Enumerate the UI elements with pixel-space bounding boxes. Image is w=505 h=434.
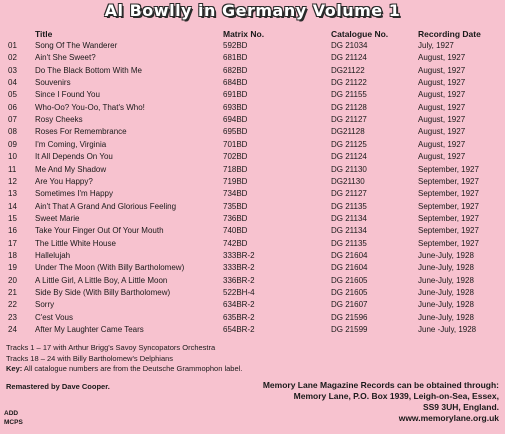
track-row [0, 103, 505, 115]
track-number: 24 [8, 325, 17, 335]
track-matrix: 592BD [223, 41, 248, 50]
track-title: Under The Moon (With Billy Bartholomew) [35, 263, 185, 273]
track-date: August, 1927 [418, 152, 466, 162]
track-date: September, 1927 [418, 176, 479, 186]
track-number: 20 [8, 275, 17, 285]
track-row [0, 276, 505, 288]
track-catalogue: DG 21124 [331, 152, 367, 162]
track-catalogue: DG 21596 [331, 312, 368, 322]
track-title: Sometimes I'm Happy [35, 189, 113, 199]
note-tracks-18-24: Tracks 18 – 24 with Billy Bartholomew's Delphians [6, 354, 174, 363]
track-row [0, 78, 505, 90]
track-row [0, 189, 505, 201]
track-number: 13 [8, 189, 17, 199]
track-matrix: 333BR-2 [223, 263, 255, 273]
track-date: June-July, 1928 [418, 275, 474, 285]
track-number: 17 [8, 238, 17, 248]
track-date: June-July, 1928 [418, 312, 474, 322]
track-number: 16 [8, 226, 17, 236]
track-date: September, 1927 [418, 226, 479, 236]
header-catalogue: Catalogue No. [331, 29, 389, 39]
track-title: Sweet Marie [35, 213, 80, 223]
track-matrix: 336BR-2 [223, 275, 255, 285]
track-title: I'm Coming, Virginia [35, 139, 107, 149]
track-row [0, 288, 505, 300]
track-catalogue: DG 21604 [331, 263, 368, 273]
track-date: August, 1927 [418, 102, 466, 112]
track-catalogue: DG 21605 [331, 288, 368, 297]
track-number: 08 [8, 127, 17, 137]
track-title: After My Laughter Came Tears [35, 325, 144, 335]
track-number: 22 [8, 300, 17, 310]
track-title: Are You Happy? [35, 176, 93, 186]
track-number: 15 [8, 213, 17, 223]
track-row [0, 325, 505, 337]
note-tracks-1-17: Tracks 1 – 17 with Arthur Brigg's Savoy Syncopators Orchestra [6, 343, 216, 352]
track-matrix: 333BR-2 [223, 250, 255, 260]
track-date: September, 1927 [418, 238, 479, 248]
track-row [0, 165, 505, 177]
track-date: August, 1927 [418, 78, 466, 88]
track-catalogue: DG 21128 [331, 102, 367, 112]
track-date: September, 1927 [418, 164, 479, 174]
track-matrix: 634BR-2 [223, 300, 255, 310]
track-matrix: 736BD [223, 213, 248, 223]
track-row [0, 239, 505, 251]
track-catalogue: DG 21125 [331, 139, 367, 149]
track-matrix: 635BR-2 [223, 312, 255, 322]
note-key [6, 364, 242, 373]
track-date: September, 1927 [418, 189, 479, 199]
track-matrix: 701BD [223, 139, 248, 149]
track-catalogue: DG 21134 [331, 226, 367, 236]
track-date: August, 1927 [418, 65, 466, 75]
track-row [0, 263, 505, 275]
track-row [0, 53, 505, 65]
add-label: ADD [4, 410, 19, 417]
track-row [0, 177, 505, 189]
track-date: June-July, 1928 [418, 263, 474, 273]
track-number: 23 [8, 312, 17, 322]
track-row [0, 90, 505, 102]
track-date: June-July, 1928 [418, 288, 474, 297]
track-catalogue: DG21128 [331, 127, 365, 137]
track-matrix: 681BD [223, 53, 248, 63]
track-number: 04 [8, 78, 17, 88]
track-catalogue: DG 21607 [331, 300, 368, 310]
track-date: September, 1927 [418, 213, 479, 223]
track-matrix: 735BD [223, 201, 248, 211]
header-matrix: Matrix No. [223, 29, 265, 39]
track-number: 21 [8, 288, 17, 297]
track-number: 14 [8, 201, 17, 211]
track-title: Rosy Cheeks [35, 115, 83, 125]
track-number: 12 [8, 176, 17, 186]
track-row [0, 202, 505, 214]
track-catalogue: DG 21127 [331, 189, 367, 199]
track-row [0, 66, 505, 78]
track-row [0, 313, 505, 325]
track-number: 01 [8, 41, 17, 50]
track-row [0, 41, 505, 53]
track-number: 11 [8, 164, 17, 174]
track-number: 02 [8, 53, 17, 63]
track-title: Roses For Remembrance [35, 127, 127, 137]
track-catalogue: DG21130 [331, 176, 365, 186]
track-catalogue: DG21122 [331, 65, 365, 75]
track-title: C'est Vous [35, 312, 73, 322]
track-title: Take Your Finger Out Of Your Mouth [35, 226, 164, 236]
contact-line-1: Memory Lane Magazine Records can be obtained through: [262, 380, 499, 390]
track-catalogue: DG 21134 [331, 213, 367, 223]
track-title: A Little Girl, A Little Boy, A Little Moon [35, 275, 168, 285]
track-number: 06 [8, 102, 17, 112]
key-text: All catalogue numbers are from the Deutsche Grammophon label. [22, 364, 243, 373]
contact-line-3: SS9 3UH, England. [422, 402, 499, 412]
track-title: Side By Side (With Billy Bartholomew) [35, 288, 171, 297]
track-date: August, 1927 [418, 53, 466, 63]
track-date: June -July, 1928 [418, 325, 477, 335]
track-matrix: 740BD [223, 226, 248, 236]
track-matrix: 734BD [223, 189, 248, 199]
track-number: 05 [8, 90, 17, 100]
track-title: Ain't That A Grand And Glorious Feeling [35, 201, 177, 211]
track-title: Ain't She Sweet? [35, 53, 96, 63]
track-title: Who-Oo? You-Oo, That's Who! [35, 102, 145, 112]
add-mcps-mark [4, 409, 23, 427]
track-catalogue: DG 21122 [331, 78, 367, 88]
remastered-credit: Remastered by Dave Cooper. [6, 382, 110, 391]
track-matrix: 654BR-2 [223, 325, 255, 335]
track-catalogue: DG 21135 [331, 238, 367, 248]
track-date: September, 1927 [418, 201, 479, 211]
track-matrix: 693BD [223, 102, 248, 112]
track-number: 10 [8, 152, 17, 162]
track-row [0, 127, 505, 139]
track-date: August, 1927 [418, 127, 466, 137]
track-row [0, 226, 505, 238]
track-title: It All Depends On You [35, 152, 113, 162]
track-title: Since I Found You [35, 90, 100, 100]
track-title: Hallelujah [35, 250, 71, 260]
track-row [0, 214, 505, 226]
track-catalogue: DG 21605 [331, 275, 368, 285]
track-title: Me And My Shadow [35, 164, 107, 174]
track-catalogue: DG 21130 [331, 164, 367, 174]
track-title: Souvenirs [35, 78, 71, 88]
track-date: June-July, 1928 [418, 300, 474, 310]
track-row [0, 251, 505, 263]
header-date: Recording Date [418, 29, 481, 39]
track-row [0, 152, 505, 164]
track-matrix: 695BD [223, 127, 248, 137]
track-catalogue: DG 21599 [331, 325, 368, 335]
track-date: August, 1927 [418, 115, 466, 125]
contact-info [219, 380, 499, 424]
track-catalogue: DG 21135 [331, 201, 367, 211]
album-title: Al Bowlly in Germany Volume 1 [104, 1, 401, 20]
track-matrix: 682BD [223, 65, 248, 75]
track-matrix: 691BD [223, 90, 248, 100]
track-number: 07 [8, 115, 17, 125]
track-matrix: 719BD [223, 176, 248, 186]
contact-website[interactable]: www.memorylane.org.uk [398, 413, 499, 423]
track-matrix: 684BD [223, 78, 248, 88]
track-number: 09 [8, 139, 17, 149]
track-catalogue: DG 21124 [331, 53, 367, 63]
track-catalogue: DG 21155 [331, 90, 367, 100]
track-date: June-July, 1928 [418, 250, 474, 260]
track-date: August, 1927 [418, 90, 466, 100]
track-title: Song Of The Wanderer [35, 41, 118, 50]
track-number: 19 [8, 263, 17, 273]
contact-line-2: Memory Lane, P.O. Box 1939, Leigh-on-Sea, Essex, [293, 391, 499, 401]
track-title: Sorry [35, 300, 55, 310]
track-row [0, 115, 505, 127]
track-matrix: 718BD [223, 164, 248, 174]
track-matrix: 694BD [223, 115, 248, 125]
track-catalogue: DG 21604 [331, 250, 368, 260]
track-date: August, 1927 [418, 139, 466, 149]
track-matrix: 522BH-4 [223, 288, 255, 297]
track-matrix: 742BD [223, 238, 248, 248]
track-row [0, 140, 505, 152]
track-date: July, 1927 [418, 41, 454, 50]
track-title: The Little White House [35, 238, 116, 248]
track-number: 03 [8, 65, 17, 75]
track-matrix: 702BD [223, 152, 248, 162]
key-label: Key: [6, 364, 23, 373]
track-title: Do The Black Bottom With Me [35, 65, 142, 75]
header-title: Title [35, 29, 53, 39]
mcps-label: MCPS [4, 419, 23, 426]
track-row [0, 300, 505, 312]
track-catalogue: DG 21034 [331, 41, 368, 50]
track-catalogue: DG 21127 [331, 115, 367, 125]
track-number: 18 [8, 250, 17, 260]
